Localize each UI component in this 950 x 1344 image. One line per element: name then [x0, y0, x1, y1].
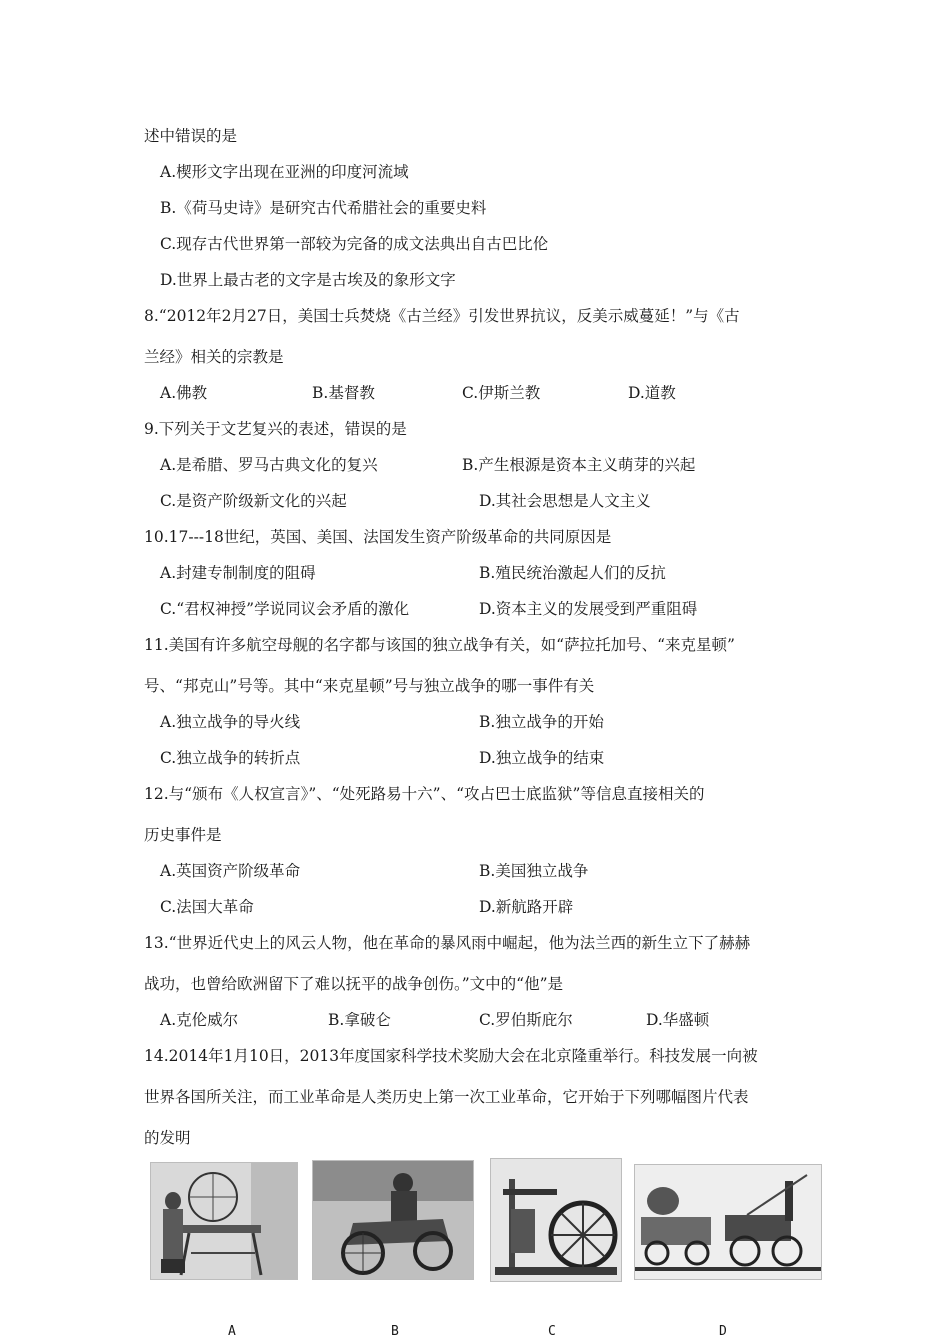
image-d-caption: D — [719, 1324, 727, 1339]
q14-stem-line-3: 的发明 — [144, 1129, 191, 1147]
steam-engine-photo — [490, 1158, 622, 1282]
q9-stem: 9.下列关于文艺复兴的表述，错误的是 — [144, 420, 407, 438]
q7-option-b: B.《荷马史诗》是研究古代希腊社会的重要史料 — [160, 199, 487, 217]
image-c-caption: C — [548, 1324, 556, 1339]
q9-option-a: A.是希腊、罗马古典文化的复兴 — [160, 456, 378, 474]
early-automobile-photo — [312, 1160, 474, 1280]
q12-stem-line-2: 历史事件是 — [144, 826, 222, 844]
image-b-caption: B — [391, 1324, 399, 1339]
q14-stem-line-1: 14.2014年1月10日，2013年度国家科学技术奖励大会在北京隆重举行。科技发展一向被 — [144, 1047, 758, 1065]
q8-stem-line-1: 8.“2012年2月27日，美国士兵焚烧《古兰经》引发世界抗议，反美示威蔓延！”与《古 — [144, 307, 740, 325]
q11-option-a: A.独立战争的导火线 — [160, 713, 301, 731]
early-automobile-drawing — [313, 1161, 473, 1279]
q11-stem-line-1: 11.美国有许多航空母舰的名字都与该国的独立战争有关，如“萨拉托加号、“来克星顿” — [144, 636, 735, 654]
spinning-jenny-drawing — [151, 1163, 297, 1279]
q7-option-c: C.现存古代世界第一部较为完备的成文法典出自古巴比伦 — [160, 235, 549, 253]
q13-option-a: A.克伦威尔 — [160, 1011, 239, 1029]
q7-option-a: A.楔形文字出现在亚洲的印度河流域 — [160, 163, 409, 181]
q8-option-b: B.基督教 — [312, 384, 375, 402]
steam-locomotive-photo — [634, 1164, 822, 1280]
q8-stem-line-2: 兰经》相关的宗教是 — [144, 348, 284, 366]
q12-option-a: A.英国资产阶级革命 — [160, 862, 301, 880]
q11-option-c: C.独立战争的转折点 — [160, 749, 301, 767]
q7-stem-tail: 述中错误的是 — [144, 127, 238, 145]
q10-option-d: D.资本主义的发展受到严重阻碍 — [479, 600, 698, 618]
q12-stem-line-1: 12.与“颁布《人权宣言》”、“处死路易十六”、“攻占巴士底监狱”等信息直接相关的 — [144, 785, 705, 803]
q13-stem-line-2: 战功，也曾给欧洲留下了难以抚平的战争创伤。”文中的“他”是 — [144, 975, 564, 993]
q11-stem-line-2: 号、“邦克山”号等。其中“来克星顿”号与独立战争的哪一事件有关 — [144, 677, 595, 695]
q13-stem-line-1: 13.“世界近代史上的风云人物，他在革命的暴风雨中崛起，他为法兰西的新生立下了赫赫 — [144, 934, 751, 952]
q12-option-b: B.美国独立战争 — [479, 862, 589, 880]
q9-option-c: C.是资产阶级新文化的兴起 — [160, 492, 347, 510]
q9-option-b: B.产生根源是资本主义萌芽的兴起 — [462, 456, 696, 474]
steam-engine-drawing — [491, 1159, 621, 1281]
q13-option-b: B.拿破仑 — [328, 1011, 391, 1029]
q12-option-d: D.新航路开辟 — [479, 898, 574, 916]
q11-option-b: B.独立战争的开始 — [479, 713, 604, 731]
q10-stem: 10.17---18世纪，英国、美国、法国发生资产阶级革命的共同原因是 — [144, 528, 612, 546]
q12-option-c: C.法国大革命 — [160, 898, 254, 916]
q8-option-c: C.伊斯兰教 — [462, 384, 541, 402]
q14-stem-line-2: 世界各国所关注，而工业革命是人类历史上第一次工业革命，它开始于下列哪幅图片代表 — [144, 1088, 749, 1106]
q8-option-a: A.佛教 — [160, 384, 208, 402]
q11-option-d: D.独立战争的结束 — [479, 749, 605, 767]
q10-option-a: A.封建专制制度的阻碍 — [160, 564, 316, 582]
q13-option-c: C.罗伯斯庇尔 — [479, 1011, 573, 1029]
q9-option-d: D.其社会思想是人文主义 — [479, 492, 651, 510]
image-a-caption: A — [228, 1324, 236, 1339]
q10-option-c: C.“君权神授”学说同议会矛盾的激化 — [160, 600, 410, 618]
q13-option-d: D.华盛顿 — [646, 1011, 710, 1029]
spinning-jenny-photo — [150, 1162, 298, 1280]
q7-option-d: D.世界上最古老的文字是古埃及的象形文字 — [160, 271, 456, 289]
q8-option-d: D.道教 — [628, 384, 676, 402]
steam-locomotive-drawing — [635, 1165, 821, 1279]
q10-option-b: B.殖民统治激起人们的反抗 — [479, 564, 666, 582]
